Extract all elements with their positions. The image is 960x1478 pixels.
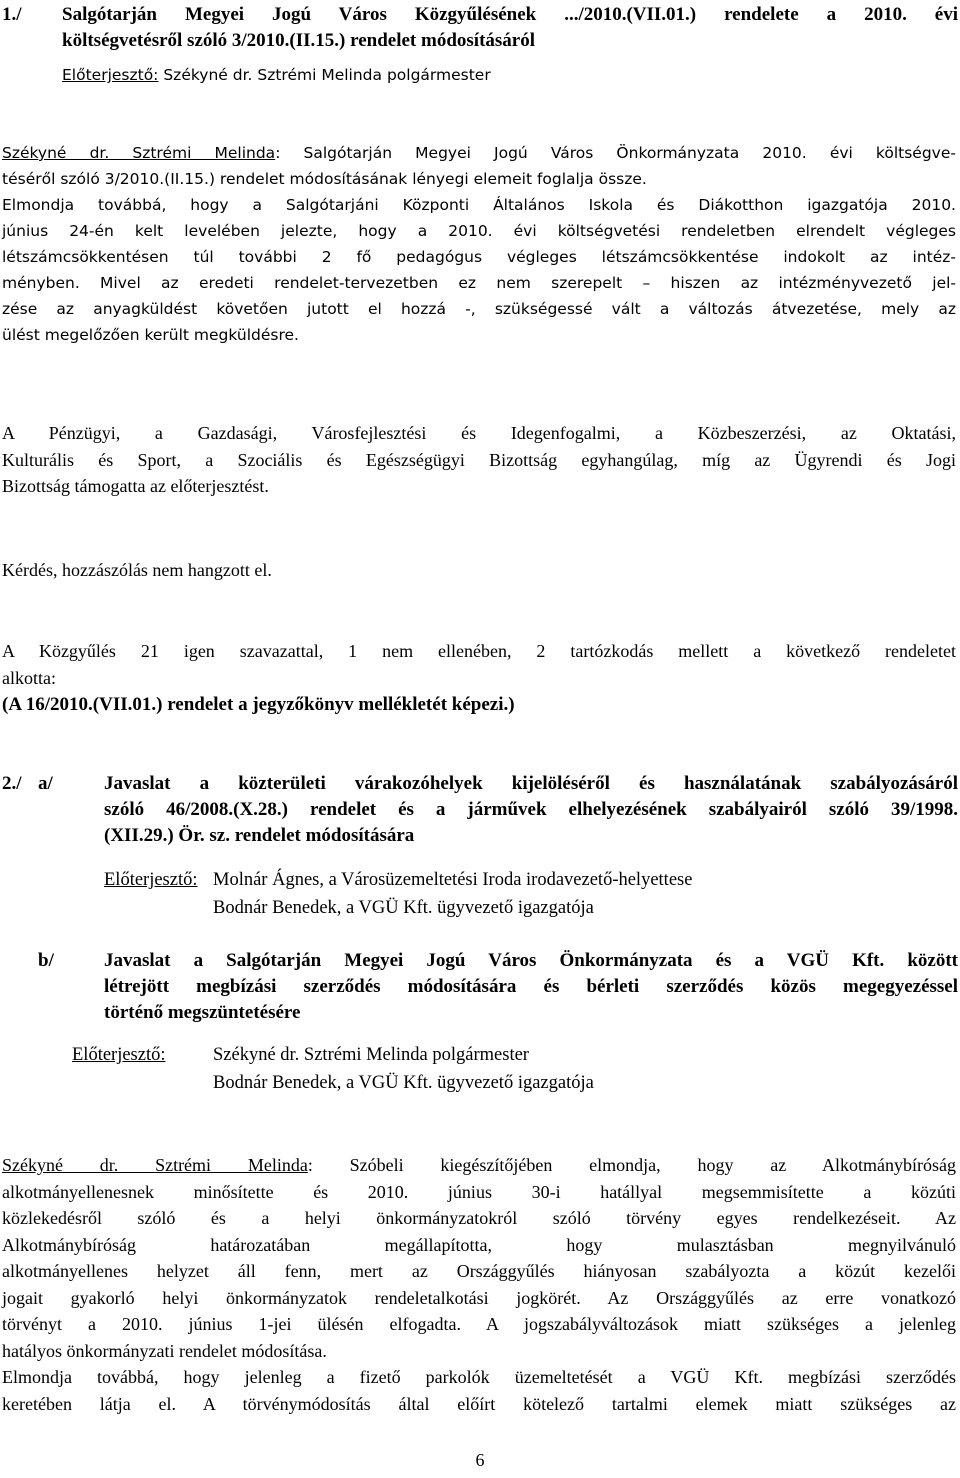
- speech-line: alkotmányellenesnek minősítette és 2010. június 30-i hatállyal megsemmisítette a közúti: [2, 1181, 956, 1202]
- item-title: [62, 2, 958, 54]
- speech-line: közlekedésről szóló és a helyi önkormányzatokról szóló törvény egyes rendelkezéseit. Az: [2, 1208, 956, 1228]
- speech-line: június 24-én kelt levelében jelezte, hogy a 2010. évi költségvetési rendeletben elrendelt végleges: [2, 222, 956, 240]
- presenter-name: Székyné dr. Sztrémi Melinda polgármester: [163, 66, 491, 84]
- presenter-line: [62, 62, 491, 88]
- committee-line: A Pénzügyi, a Gazdasági, Városfejlesztési és Idegenfogalmi, a Közbeszerzési, az Oktatási,: [2, 423, 956, 443]
- speech-line: törvényt a 2010. június 1-jei ülésén elfogadta. A jogszabályváltozások miatt szükséges a jelenleg: [2, 1314, 956, 1334]
- speech-line: hatályos önkormányzati rendelet módosítása.: [2, 1340, 327, 1361]
- title-line: (XII.29.) Ör. sz. rendelet módosítására: [104, 825, 415, 846]
- presenter-name: Székyné dr. Sztrémi Melinda polgármester: [213, 1045, 529, 1065]
- subitem-b-title: [104, 948, 958, 1026]
- speech-line: jogait gyakorló helyi önkormányzatok rendeletalkotási jogkörét. Az Országgyűlés az erre vonatkozó: [2, 1287, 956, 1308]
- speech-paragraph: [2, 1152, 956, 1417]
- speech-line: [2, 140, 956, 166]
- vote-line: alkotta:: [2, 667, 56, 688]
- item-number: 2./: [2, 773, 22, 794]
- speech-line: Alkotmánybíróság határozatában megállapította, hogy mulasztásban megnyilvánuló: [2, 1234, 956, 1255]
- speaker-name: Székyné dr. Sztrémi Melinda: [2, 144, 276, 162]
- presenter-name: Molnár Ágnes, a Városüzemeltetési Iroda irodavezető-helyettese: [213, 870, 693, 890]
- speech-line: keretében látja el. A törvénymódosítás által előírt kötelező tartalmi elemek miatt szükséges az: [2, 1393, 956, 1414]
- title-line: költségvetésről szóló 3/2010.(II.15.) rendelet módosításáról: [62, 30, 536, 51]
- speech-line: Elmondja továbbá, hogy a Salgótarjáni Központi Általános Iskola és Diákotthon igazgatója 2010.: [2, 196, 956, 214]
- title-line: Javaslat a közterületi várakozóhelyek kijelöléséről és használatának szabályozásáról: [104, 773, 958, 794]
- annex-note: (A 16/2010.(VII.01.) rendelet a jegyzőkönyv mellékletét képezi.): [2, 694, 515, 715]
- committee-line: Bizottság támogatta az előterjesztést.: [2, 476, 269, 496]
- subitem-marker: a/: [38, 773, 53, 794]
- subitem-a-title: [104, 771, 958, 849]
- presenter-label: Előterjesztő:: [62, 66, 159, 84]
- speech-line: létszámcsökkentésen túl további 2 fő pedagógus végleges létszámcsökkentése indokolt az intéz-: [2, 248, 956, 266]
- title-line: szóló 46/2008.(X.28.) rendelet és a járművek elhelyezésének szabályairól szóló 39/1998.: [104, 799, 958, 820]
- no-questions-note: Kérdés, hozzászólás nem hangzott el.: [2, 560, 272, 580]
- item-number: 1./: [2, 4, 22, 25]
- speech-text: Szóbeli kiegészítőjében elmondja, hogy az Alkotmánybíróság: [312, 1155, 956, 1175]
- speech-line: ményben. Mivel az eredeti rendelet-tervezetben ez nem szerepelt – hiszen az intézményvezető jel-: [2, 274, 956, 292]
- page-number: 6: [475, 1450, 485, 1470]
- title-line: történő megszüntetésére: [104, 1002, 301, 1023]
- speaker-sep: :: [307, 1155, 313, 1175]
- speech-line: zése az anyagküldést követően jutott el hozzá -, szükségessé vált a változás átvezetése, mely az: [2, 300, 956, 318]
- presenter-line: [104, 867, 198, 893]
- subitem-marker: b/: [38, 950, 54, 971]
- speaker-name: Székyné dr. Sztrémi Melinda: [2, 1155, 308, 1175]
- speech-paragraph: [2, 140, 956, 348]
- title-line: Salgótarján Megyei Jogú Város Közgyűlésének .../2010.(VII.01.) rendelete a 2010. évi: [62, 4, 958, 25]
- presenter-label: Előterjesztő:: [72, 1045, 166, 1065]
- speech-line: [2, 1152, 956, 1179]
- vote-paragraph: [2, 638, 956, 691]
- presenter-name: Bodnár Benedek, a VGÜ Kft. ügyvezető igazgatója: [213, 1073, 594, 1093]
- speech-text: Salgótarján Megyei Jogú Város Önkormányzata 2010. évi költségve-: [280, 144, 956, 162]
- speech-line: Elmondja továbbá, hogy jelenleg a fizető parkolók üzemeltetését a VGÜ Kft. megbízási szerződés: [2, 1367, 956, 1387]
- presenter-label: Előterjesztő:: [104, 870, 198, 890]
- committee-line: Kulturális és Sport, a Szociális és Egészségügyi Bizottság egyhangúlag, míg az Ügyrendi és Jogi: [2, 449, 956, 470]
- speech-line: ülést megelőzően került megküldésre.: [2, 326, 299, 344]
- speaker-sep: :: [275, 144, 281, 162]
- vote-line: A Közgyűlés 21 igen szavazattal, 1 nem ellenében, 2 tartózkodás mellett a következő rendeletet: [2, 641, 956, 661]
- committee-paragraph: [2, 420, 956, 500]
- speech-line: alkotmányellenes helyzet áll fenn, mert az Országgyűlés hiányosan szabályozta a közút kezelői: [2, 1261, 956, 1281]
- presenter-line: [72, 1042, 166, 1068]
- title-line: létrejött megbízási szerződés módosítására és bérleti szerződés közös megegyezéssel: [104, 976, 958, 997]
- speech-line: téséről szóló 3/2010.(II.15.) rendelet módosításának lényegi elemeit foglalja össze.: [2, 170, 647, 188]
- presenter-name: Bodnár Benedek, a VGÜ Kft. ügyvezető igazgatója: [213, 898, 594, 918]
- title-line: Javaslat a Salgótarján Megyei Jogú Város Önkormányzata és a VGÜ Kft. között: [104, 950, 958, 971]
